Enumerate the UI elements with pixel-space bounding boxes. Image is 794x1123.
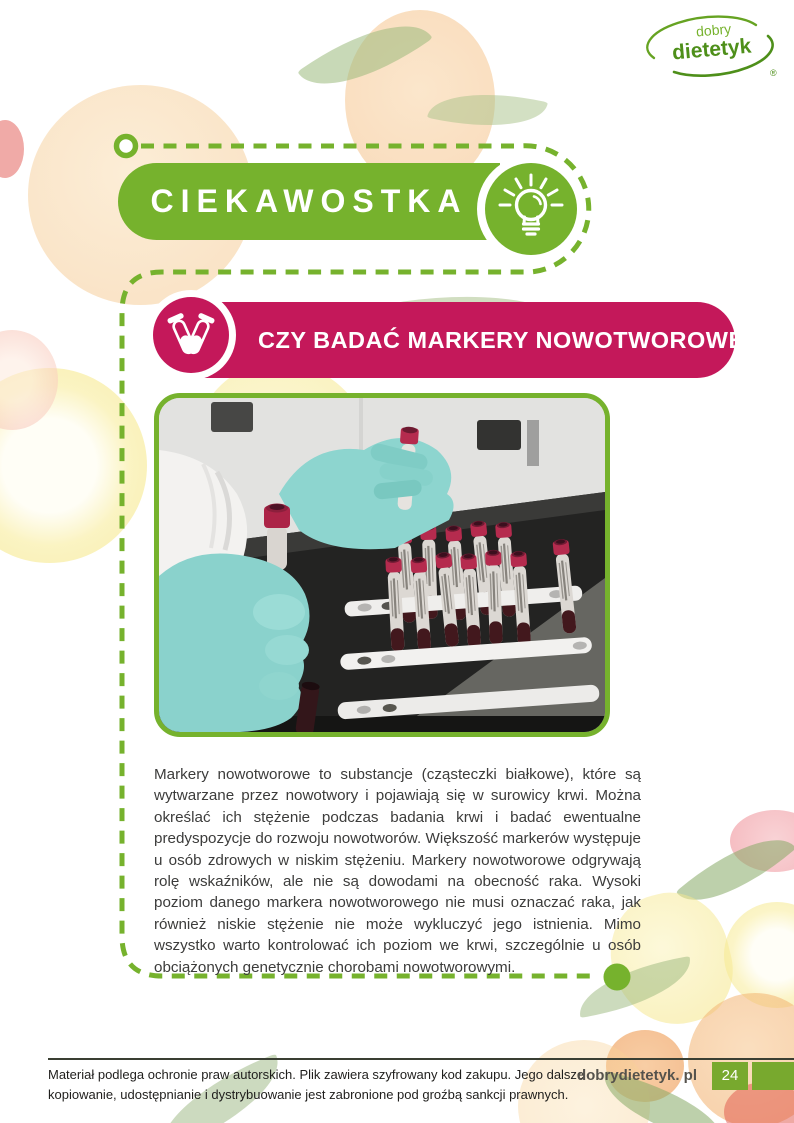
footer-copyright: Materiał podlega ochronie praw autorskich. Plik zawiera szyfrowany kod zakupu. Jego dalsze kopiowanie, udostępnianie i dystrybuowanie jest zabronione pod groźbą sankcji prawnych. [48,1067,585,1102]
dobry-dietetyk-logo [640,10,790,90]
logo-word-top: dobry [695,20,732,40]
footer-edge-bar [752,1062,794,1090]
footer-site-name: dobrydietetyk. pl [576,1067,697,1084]
test-tubes-icon [153,297,229,373]
question-banner [200,302,760,378]
lightbulb-icon [485,163,577,255]
decor-lemon-half [724,902,794,1008]
decor-red-berry [0,120,24,178]
question-title: CZY BADAĆ MARKERY NOWOTWOROWE? [258,327,760,353]
page-number-badge: 24 [712,1062,748,1090]
photo-blood-test-tubes [154,393,610,737]
footer-divider [48,1058,794,1060]
logo-registered-mark: ® [770,68,777,78]
logo-word-bottom: dietetyk [671,34,753,65]
lightbulb-badge [485,163,577,255]
photo-scene [159,398,605,732]
ciekawostka-label: CIEKAWOSTKA [150,183,468,219]
article-paragraph: Markery nowotworowe to substancje (cząsteczki białkowe), które są wytwarzane przez nowotwory i pojawiają się w surowicy krwi. Można określać ich stężenie podczas badania krwi i badać ewentualne predyspozycje do rozwoju nowotworów. Większość markerów występuje u osób zdrowych w niskim stężeniu. Markery nowotworowe odgrywają rolę wskaźników, ale nie są dowodami na obecność raka. Wysoki poziom danego markera nowotworowego nie musi oznaczać raka, jak również niskie stężenie nie może wykluczyć jego istnienia. Mimo wszystko warto kontrolować ich poziom we krwi, szczególnie u osób obciążonych genetycznie chorobami nowotworowymi. [154,766,641,976]
ciekawostka-banner [118,163,500,240]
test-tubes-badge [153,297,229,373]
